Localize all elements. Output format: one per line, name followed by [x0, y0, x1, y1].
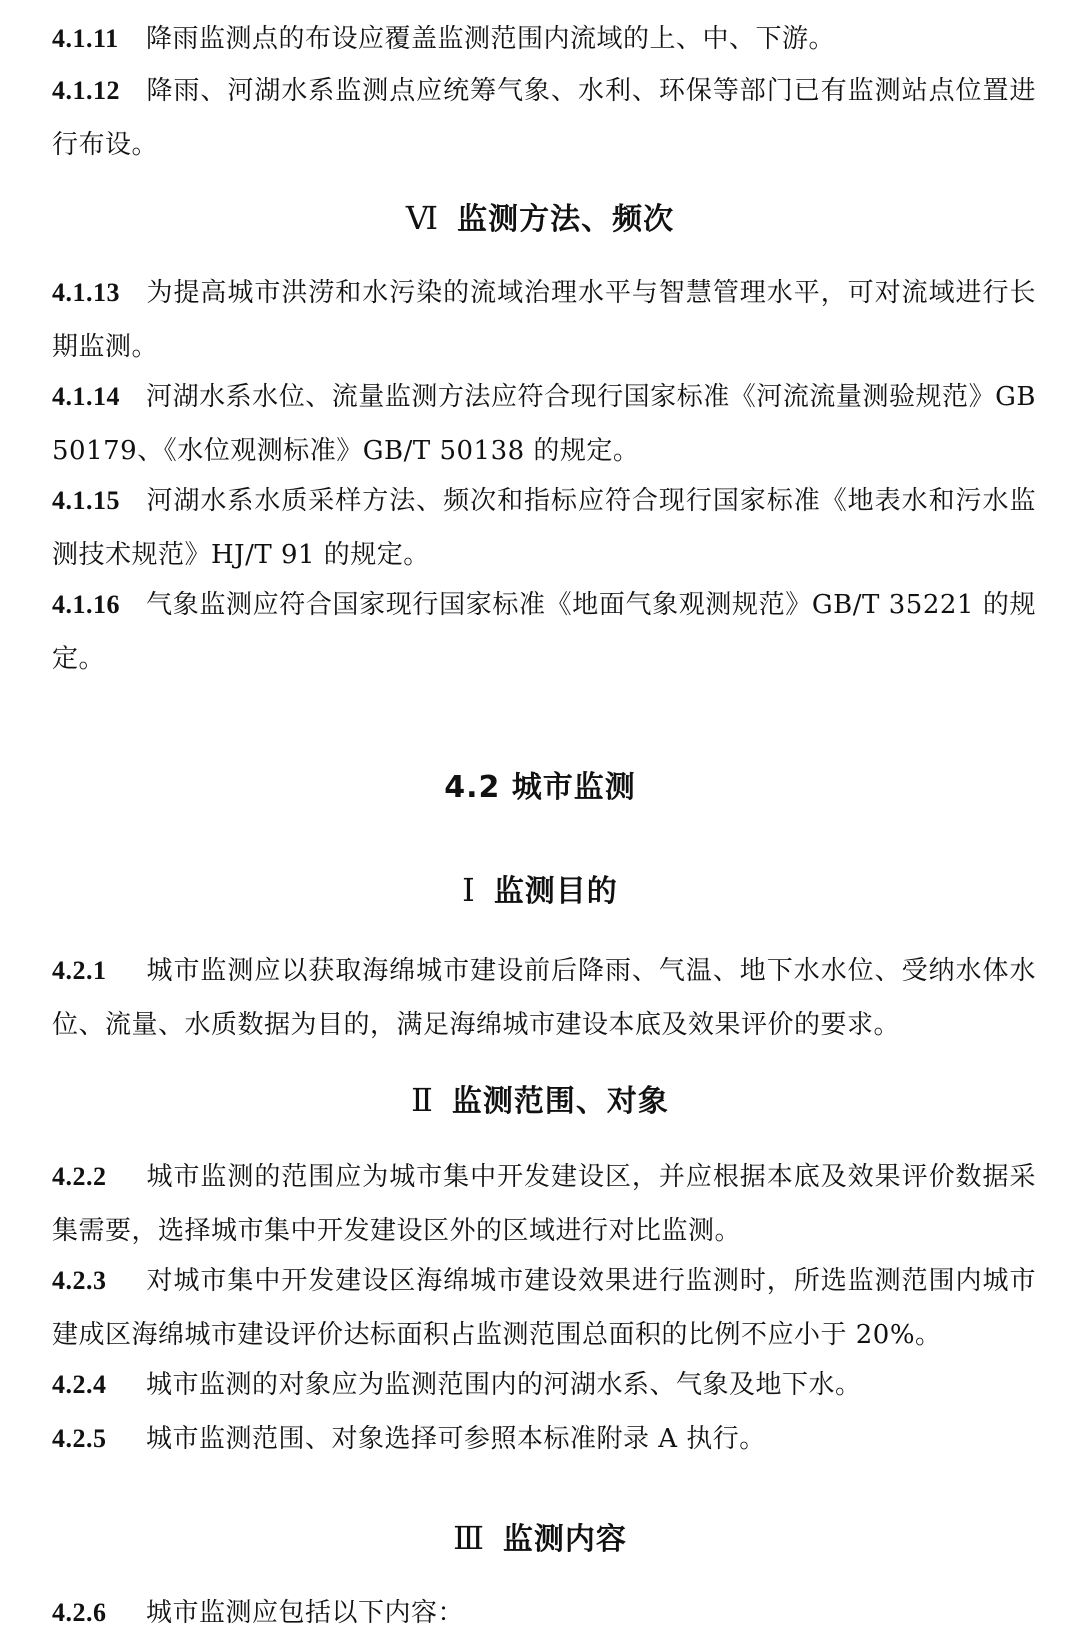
clause-text: 降雨监测点的布设应覆盖监测范围内流域的上、中、下游。 — [146, 24, 836, 54]
clause-number: 4.2.5 — [52, 1424, 107, 1453]
clause-text: 降雨、河湖水系监测点应统筹气象、水利、环保等部门已有监测站点位置进行布设。 — [52, 76, 1036, 160]
clause-text: 气象监测应符合国家现行国家标准《地面气象观测规范》GB/T 35221 的规定。 — [52, 590, 1036, 674]
clause-4-2-2 — [52, 1150, 1036, 1258]
clause-4-2-6 — [52, 1586, 1036, 1640]
clause-text: 河湖水系水质采样方法、频次和指标应符合现行国家标准《地表水和污水监测技术规范》HJ/T 91 的规定。 — [52, 486, 1036, 570]
clause-number: 4.2.6 — [52, 1598, 107, 1627]
heading-title: 监测目的 — [493, 874, 618, 909]
clause-number: 4.1.15 — [52, 486, 120, 515]
heading-title: 监测范围、对象 — [451, 1084, 669, 1119]
clause-4-2-1 — [52, 944, 1036, 1052]
clause-text: 城市监测的范围应为城市集中开发建设区，并应根据本底及效果评价数据采集需要，选择城市集中开发建设区外的区域进行对比监测。 — [52, 1162, 1036, 1246]
clause-number: 4.2.4 — [52, 1370, 107, 1399]
clause-number: 4.1.16 — [52, 590, 120, 619]
clause-text: 对城市集中开发建设区海绵城市建设效果进行监测时，所选监测范围内城市建成区海绵城市建设评价达标面积占监测范围总面积的比例不应小于 20%。 — [52, 1266, 1036, 1350]
clause-number: 4.2.2 — [52, 1162, 107, 1191]
clause-number: 4.1.13 — [52, 278, 120, 307]
clause-number: 4.1.12 — [52, 76, 120, 105]
clause-text: 河湖水系水位、流量监测方法应符合现行国家标准《河流流量测验规范》GB 50179、《水位观测标准》GB/T 50138 的规定。 — [52, 382, 1036, 466]
clause-4-1-14 — [52, 370, 1036, 478]
clause-text: 城市监测应包括以下内容： — [146, 1598, 465, 1628]
heading-section-4-2 — [0, 768, 1080, 808]
roman-numeral: Ⅱ — [411, 1082, 434, 1118]
clause-4-2-4 — [52, 1358, 1036, 1412]
clause-4-1-13 — [52, 266, 1036, 374]
clause-number: 4.2.1 — [52, 956, 107, 985]
clause-number: 4.1.11 — [52, 24, 119, 53]
heading-iii — [0, 1518, 1080, 1560]
clause-number: 4.2.3 — [52, 1266, 107, 1295]
clause-4-1-15 — [52, 474, 1036, 582]
heading-title: 4.2 城市监测 — [444, 770, 636, 805]
clause-4-2-5 — [52, 1412, 1036, 1466]
clause-text: 城市监测的对象应为监测范围内的河湖水系、气象及地下水。 — [146, 1370, 862, 1400]
heading-i — [0, 870, 1080, 912]
roman-numeral: Ⅵ — [405, 200, 440, 236]
heading-ii — [0, 1080, 1080, 1122]
clause-4-1-16 — [52, 578, 1036, 686]
clause-4-1-12 — [52, 64, 1036, 172]
heading-title: 监测内容 — [502, 1522, 627, 1557]
heading-vi — [0, 198, 1080, 240]
clause-text: 为提高城市洪涝和水污染的流域治理水平与智慧管理水平，可对流域进行长期监测。 — [52, 278, 1036, 362]
clause-text: 城市监测范围、对象选择可参照本标准附录 A 执行。 — [146, 1424, 766, 1454]
clause-4-1-11 — [52, 12, 1036, 66]
clause-text: 城市监测应以获取海绵城市建设前后降雨、气温、地下水水位、受纳水体水位、流量、水质数据为目的，满足海绵城市建设本底及效果评价的要求。 — [52, 956, 1036, 1040]
clause-number: 4.1.14 — [52, 382, 120, 411]
heading-title: 监测方法、频次 — [457, 202, 675, 237]
roman-numeral: Ⅲ — [453, 1520, 485, 1556]
roman-numeral: Ⅰ — [462, 872, 476, 908]
clause-4-2-3 — [52, 1254, 1036, 1362]
